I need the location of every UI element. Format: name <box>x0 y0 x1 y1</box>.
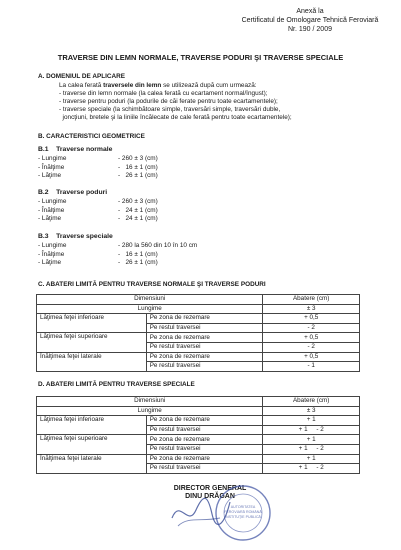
row-value: - 24 ± 1 (cm) <box>118 215 158 222</box>
official-stamp <box>214 484 272 542</box>
table-row <box>37 314 360 324</box>
annex-line-2: Certificatul de Omologare Tehnică Feroviară <box>241 17 379 24</box>
b3-length-row <box>38 242 258 250</box>
row-value: - 26 ± 1 (cm) <box>118 259 158 266</box>
group-label: Înălţimea feţei laterale <box>37 454 147 473</box>
row-label: - Înălţime <box>38 163 65 171</box>
signatory-role: DIRECTOR GENERAL <box>173 485 247 492</box>
zone-label: Pe zona de rezemare <box>146 416 263 426</box>
group-b1-title: B.1 Traverse normale <box>38 146 113 153</box>
deviation-value: - 2 <box>263 342 360 352</box>
deviation-value: + 1 - 2 <box>263 464 360 474</box>
zone-label: Pe zona de rezemare <box>146 333 263 343</box>
intro-bold: traversele din lemn <box>103 82 162 89</box>
bullet-bridges: - traverse pentru poduri (la podurile de căi ferate pentru toate ecartamentele); <box>59 98 278 105</box>
row-label: - Lăţime <box>38 215 62 222</box>
b3-height-row <box>38 251 258 259</box>
b1-height-row <box>38 164 258 172</box>
group-label: Lăţimea feţei superioare <box>37 435 147 454</box>
row-value: - 260 ± 3 (cm) <box>118 155 158 162</box>
header-dimensions: Dimensiuni <box>37 295 263 305</box>
annex-line-1: Anexă la <box>296 8 324 15</box>
group-b2-title: B.2 Traverse poduri <box>38 189 108 196</box>
table-row <box>37 406 360 416</box>
table-row <box>37 352 360 362</box>
zone-label: Pe restul traversei <box>146 342 263 352</box>
svg-text:AUTORITATEA: AUTORITATEA <box>230 505 256 509</box>
zone-label: Pe zona de rezemare <box>146 314 263 324</box>
deviation-value: + 0,5 <box>263 314 360 324</box>
table-row <box>37 304 360 314</box>
b3-width-row <box>38 259 258 267</box>
header-dimensions: Dimensiuni <box>37 397 263 407</box>
group-b1-rows <box>38 155 258 181</box>
deviation-value: + 0,5 <box>263 352 360 362</box>
svg-text:FEROVIARĂ ROMÂNĂ: FEROVIARĂ ROMÂNĂ <box>224 510 262 514</box>
b2-length-row <box>38 198 258 206</box>
deviation-value: - 2 <box>263 323 360 333</box>
group-b2-rows <box>38 198 258 224</box>
row-label: - Înălţime <box>38 206 65 214</box>
b1-length-row <box>38 155 258 163</box>
table-row <box>37 295 360 305</box>
zone-label: Pe zona de rezemare <box>146 454 263 464</box>
group-label: Lăţimea feţei inferioare <box>37 314 147 333</box>
table-c <box>36 294 360 372</box>
bullet-special-cont: joncţiuni, bretele şi la liniile încălecate de cale ferată pentru toate ecartamentele); <box>59 114 292 121</box>
deviation-value: + 0,5 <box>263 333 360 343</box>
intro-post: se utilizează după cum urmează: <box>161 82 257 89</box>
bullet-special: - traverse speciale (la schimbătoare simple, traversări simple, traversări duble, <box>59 106 281 113</box>
length-value: ± 3 <box>263 304 360 314</box>
row-label: - Lungime <box>38 155 67 162</box>
section-a-intro <box>59 82 257 90</box>
row-value: - 260 ± 3 (cm) <box>118 198 158 205</box>
zone-label: Pe restul traversei <box>146 323 263 333</box>
row-label: - Înălţime <box>38 250 65 258</box>
row-label: - Lungime <box>38 198 67 205</box>
b1-width-row <box>38 172 258 180</box>
table-row <box>37 454 360 464</box>
annex-header <box>224 7 396 34</box>
group-label: Lăţimea feţei superioare <box>37 333 147 352</box>
row-value: - 26 ± 1 (cm) <box>118 172 158 179</box>
signatory-name: DINU DRĂGAN <box>185 493 235 500</box>
zone-label: Pe zona de rezemare <box>146 352 263 362</box>
table-row <box>37 435 360 445</box>
group-b3-title: B.3 Traverse speciale <box>38 233 113 240</box>
row-label: - Lăţime <box>38 259 62 266</box>
deviation-value: - 1 <box>263 362 360 372</box>
table-d <box>36 396 360 474</box>
svg-text:INSTITUŢIE PUBLICĂ: INSTITUŢIE PUBLICĂ <box>225 515 261 519</box>
row-label: - Lungime <box>38 242 67 249</box>
intro-pre: La calea ferată <box>59 82 104 89</box>
section-d-heading: D. ABATERI LIMITĂ PENTRU TRAVERSE SPECIALE <box>38 381 195 388</box>
annex-line-3: Nr. 190 / 2009 <box>288 26 332 33</box>
section-b-heading: B. CARACTERISTICI GEOMETRICE <box>38 133 145 140</box>
table-row <box>37 416 360 426</box>
group-b3-rows <box>38 242 258 268</box>
document-title: TRAVERSE DIN LEMN NORMALE, TRAVERSE PODURI ŞI TRAVERSE SPECIALE <box>57 53 344 62</box>
deviation-value: + 1 <box>263 416 360 426</box>
zone-label: Pe restul traversei <box>146 464 263 474</box>
b2-height-row <box>38 207 258 215</box>
deviation-value: + 1 - 2 <box>263 444 360 454</box>
row-value: - 16 ± 1 (cm) <box>118 163 158 171</box>
deviation-value: + 1 <box>263 454 360 464</box>
zone-label: Pe restul traversei <box>146 444 263 454</box>
table-row <box>37 397 360 407</box>
section-c-heading: C. ABATERI LIMITĂ PENTRU TRAVERSE NORMALE ŞI TRAVERSE PODURI <box>38 281 266 288</box>
header-deviation: Abatere (cm) <box>263 295 360 305</box>
row-label: - Lăţime <box>38 172 62 179</box>
row-value: - 16 ± 1 (cm) <box>118 250 158 258</box>
deviation-value: + 1 <box>263 435 360 445</box>
zone-label: Pe restul traversei <box>146 425 263 435</box>
row-value: - 24 ± 1 (cm) <box>118 206 158 214</box>
length-label: Lungime <box>37 304 263 314</box>
deviation-value: + 1 - 2 <box>263 425 360 435</box>
b2-width-row <box>38 215 258 223</box>
zone-label: Pe restul traversei <box>146 362 263 372</box>
section-a-heading: A. DOMENIUL DE APLICARE <box>38 73 125 80</box>
bullet-normal: - traverse din lemn normale (la calea ferată cu ecartament normal/îngust); <box>59 90 268 97</box>
group-label: Înălţimea feţei laterale <box>37 352 147 371</box>
zone-label: Pe zona de rezemare <box>146 435 263 445</box>
section-a-bullets <box>59 90 292 122</box>
row-value: - 280 la 560 din 10 în 10 cm <box>118 242 198 249</box>
length-label: Lungime <box>37 406 263 416</box>
length-value: ± 3 <box>263 406 360 416</box>
header-deviation: Abatere (cm) <box>263 397 360 407</box>
table-row <box>37 333 360 343</box>
group-label: Lăţimea feţei inferioare <box>37 416 147 435</box>
